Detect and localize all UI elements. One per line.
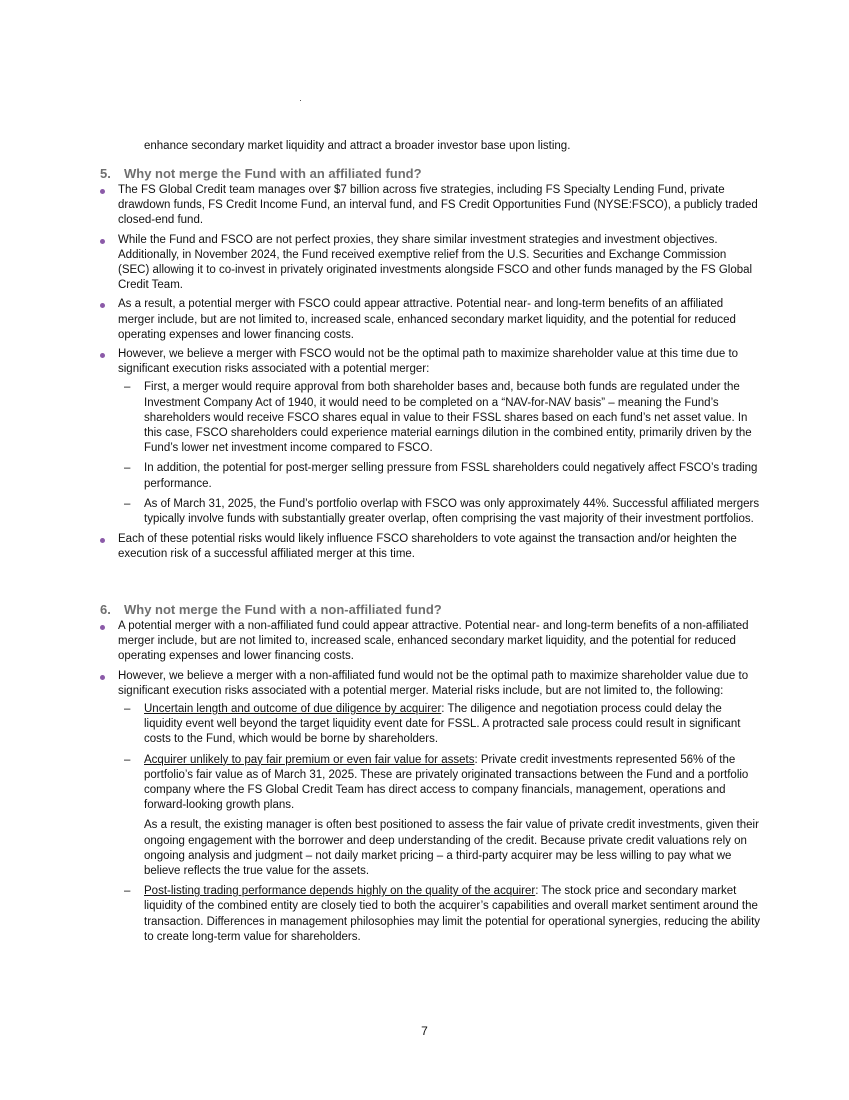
dash-icon: – [124, 462, 131, 475]
dash-icon: – [124, 703, 131, 716]
section-6-sub-bullets [118, 702, 760, 945]
bullet-icon [100, 625, 105, 630]
continuation-text: enhance secondary market liquidity and attract a broader investor base upon listing. [144, 140, 571, 152]
sub-list-item: – Uncertain length and outcome of due diligence by acquirer: The diligence and negotiation process could delay the liquidity event well beyond the target liquidity event date for FSSL. A protracted sale process could result in significant costs to the Fund, which would be borne by shareholders. [124, 703, 741, 746]
section-6-heading [100, 602, 760, 618]
dash-icon: – [124, 497, 131, 510]
dash-icon: – [124, 885, 131, 898]
sub-list-item: – In addition, the potential for post-merger selling pressure from FSSL shareholders could negatively affect FSCO’s trading performance. [124, 462, 758, 490]
section-5 [100, 166, 760, 567]
page-number: 7 [421, 1024, 428, 1038]
section-6 [100, 602, 760, 950]
sub-list-item: – Acquirer unlikely to pay fair premium or even fair value for assets: Private credit investments represented 56% of the portfolio’s fair value as of March 31, 2025. These are privately originated transactions between the Fund and a portfolio company where the FS Global Credit Team has direct access to company financials, management, operations and forward-looking growth plans. As a result, the existing manager is often best positioned to assess the fair value of private credit investments, given their ongoing engagement with the borrower and deep understanding of the credit. Because private credit valuations rely on ongoing analysis and judgment – not daily market pricing – a third-party acquirer may be less willing to pay what we believe reflects the true value for the assets. [118, 753, 760, 880]
bullet-icon [100, 189, 105, 194]
list-item: While the Fund and FSCO are not perfect proxies, they share similar investment strategies and investment objectives. Additionally, in November 2024, the Fund received exemptive relief from the U.S. Securities and Exchange Commission (SEC) allowing it to co-invest in privately originated investments alongside FSCO and other funds managed by the FS Global Credit Team. [100, 233, 760, 294]
list-item: However, we believe a merger with a non-affiliated fund would not be the optimal path to maximize shareholder value due to significant execution risks associated with a potential merger. Material risks include, but are not limited to, the following: – Uncertain length and outcome of due diligence by acquirer: The diligence and negotiation process could delay the liquidity event well beyond the target liquidity event date for FSSL. A protracted sale process could result in significant costs to the Fund, which would be borne by shareholders. – Acquirer unlikely to pay fair premium or even fair value for assets: Private credit investments represented 56% of the portfolio’s fair value as of March 31, 2025. These are privately originated transactions between the Fund and a portfolio company where the FS Global Credit Team has direct access to company financials, management, operations and forward-looking growth plans. As a result, the existing manager is often best positioned to assess the fair value of private credit investments, given their ongoing engagement with the borrower and deep understanding of the credit. Because private credit valuations rely on ongoing analysis and judgment – not daily market pricing – a third-party acquirer may be less willing to pay what we believe reflects the true value for the assets. – Post-listing trading performance depends highly on the quality of the acquirer: The stock price and secondary market liquidity of the combined entity are closely tied to both the acquirer’s capabilities and overall market sentiment around the transaction. Differences in management philosophies may limit the potential for operational synergies, reducing the ability to create long-term value for shareholders. [100, 669, 760, 945]
list-item: The FS Global Credit team manages over $7 billion across five strategies, including FS Specialty Lending Fund, private drawdown funds, FS Credit Income Fund, an interval fund, and FS Credit Opportunities Fund (NYSE:FSCO), a publicly traded closed-end fund. [100, 183, 760, 229]
bullet-icon [100, 675, 105, 680]
section-5-number: 5. [100, 166, 111, 181]
risk-lead: Acquirer unlikely to pay fair premium or even fair value for assets [144, 753, 475, 766]
sub-list-item: – As of March 31, 2025, the Fund’s portfolio overlap with FSCO was only approximately 44%. Successful affiliated mergers typically involve funds with substantially greater overlap, often comprising the vast majority of their investment portfolios. [124, 497, 760, 526]
risk-lead: Post-listing trading performance depends highly on the quality of the acquirer [144, 885, 536, 898]
section-6-title: Why not merge the Fund with a non-affiliated fund? [124, 602, 442, 617]
stray-mark [300, 100, 301, 101]
bullet-icon [100, 239, 105, 244]
list-item: A potential merger with a non-affiliated fund could appear attractive. Potential near- and long-term benefits of a non-affiliated merger include, but are not limited to, increased scale, enhanced secondary market liquidity, and the potential for reduced operating expenses and lower financing costs. [100, 619, 760, 665]
section-5-heading [100, 166, 760, 182]
sub-list-item: – First, a merger would require approval from both shareholder bases and, because both funds are regulated under the Investment Company Act of 1940, it would need to be completed on a “NAV-for-NAV basis” – meaning the Fund’s shareholders would receive FSCO shares equal in value to their FSSL shares based on each fund’s net asset value. In this case, FSCO shareholders could experience material earnings dilution in the combined entity, primarily driven by the Fund’s lower net investment income compared to FSCO. [124, 381, 752, 455]
dash-icon: – [124, 381, 131, 394]
section-6-bullets [100, 619, 760, 945]
sub-paragraph: As a result, the existing manager is often best positioned to assess the fair value of private credit investments, given their ongoing engagement with the borrower and deep understanding of the credit. Because private credit valuations rely on ongoing analysis and judgment – not daily market pricing – a third-party acquirer may be less willing to pay what we believe reflects the true value for the assets. [144, 819, 759, 878]
dash-icon: – [124, 753, 131, 766]
sub-list-item: – Post-listing trading performance depends highly on the quality of the acquirer: The stock price and secondary market liquidity of the combined entity are closely tied to both the acquirer’s capabilities and overall market sentiment around the transaction. Differences in management philosophies may limit the potential for operational synergies, reducing the ability to create long-term value for shareholders. [124, 885, 761, 943]
risk-lead: Uncertain length and outcome of due diligence by acquirer [144, 703, 442, 716]
section-5-sub-bullets [118, 380, 760, 527]
bullet-icon [100, 303, 105, 308]
section-5-title: Why not merge the Fund with an affiliated fund? [124, 166, 422, 181]
list-item: However, we believe a merger with FSCO would not be the optimal path to maximize shareholder value at this time due to significant execution risks associated with a potential merger: – First, a merger would require approval from both shareholder bases and, because both funds are regulated under the Investment Company Act of 1940, it would need to be completed on a “NAV-for-NAV basis” – meaning the Fund’s shareholders would receive FSCO shares equal in value to their FSSL shares based on each fund’s net asset value. In this case, FSCO shareholders could experience material earnings dilution in the combined entity, primarily driven by the Fund’s lower net investment income compared to FSCO. – In addition, the potential for post-merger selling pressure from FSSL shareholders could negatively affect FSCO’s trading performance. – As of March 31, 2025, the Fund’s portfolio overlap with FSCO was only approximately 44%. Successful affiliated mergers typically involve funds with substantially greater overlap, often comprising the vast majority of their investment portfolios. [100, 347, 760, 527]
list-item: Each of these potential risks would likely influence FSCO shareholders to vote against the transaction and/or heighten the execution risk of a successful affiliated merger at this time. [100, 532, 760, 562]
section-5-bullets [100, 183, 760, 563]
section-6-number: 6. [100, 602, 111, 617]
bullet-icon [100, 353, 105, 358]
list-item: As a result, a potential merger with FSCO could appear attractive. Potential near- and long-term benefits of an affiliated merger include, but are not limited to, increased scale, enhanced secondary market liquidity, and the potential for reduced operating expenses and lower financing costs. [100, 297, 760, 343]
bullet-icon [100, 538, 105, 543]
